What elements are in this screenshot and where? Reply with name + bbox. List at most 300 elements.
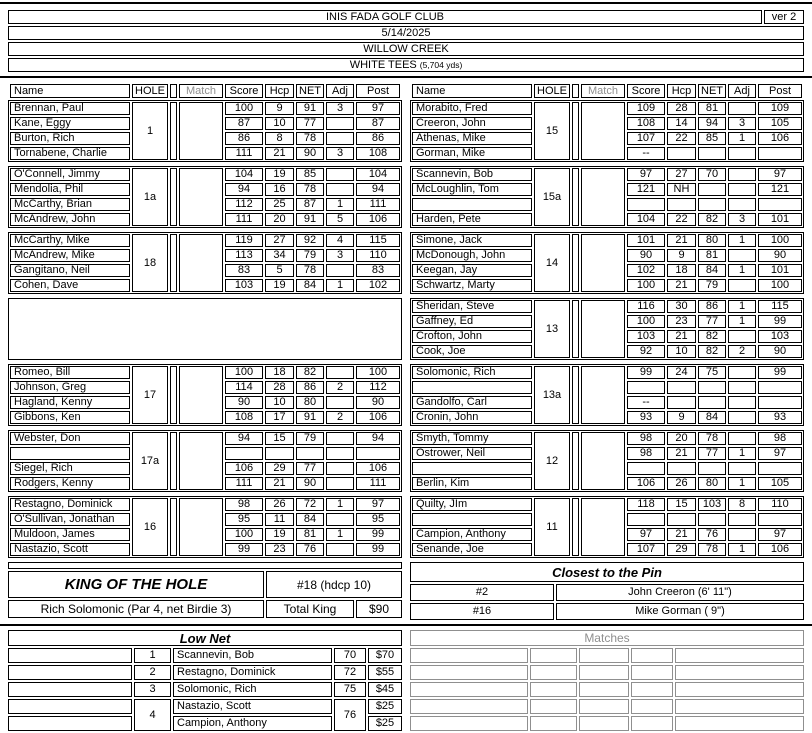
score-cell: 100 bbox=[627, 315, 665, 328]
post-cell: 87 bbox=[356, 117, 400, 130]
player-name-cell: Romeo, Bill bbox=[10, 366, 130, 379]
post-cell: 100 bbox=[758, 234, 802, 247]
adj-cell: 8 bbox=[728, 498, 756, 511]
score-cell: 86 bbox=[225, 132, 263, 145]
hcp-cell: 9 bbox=[667, 249, 696, 262]
score-cell: 94 bbox=[225, 183, 263, 196]
post-cell: 90 bbox=[758, 345, 802, 358]
adj-cell bbox=[728, 183, 756, 196]
adj-cell: 3 bbox=[728, 213, 756, 226]
lownet-rank-cell: 1 bbox=[134, 648, 171, 663]
player-name-cell bbox=[412, 381, 532, 394]
adj-cell: 1 bbox=[728, 132, 756, 145]
score-cell: 119 bbox=[225, 234, 263, 247]
player-name-cell: McDonough, John bbox=[412, 249, 532, 262]
player-name-cell: Webster, Don bbox=[10, 432, 130, 445]
king-hole-info: #18 (hdcp 10) bbox=[266, 571, 402, 598]
lownet-blank-cell bbox=[8, 648, 132, 663]
post-cell: 97 bbox=[356, 498, 400, 511]
adj-cell bbox=[326, 513, 354, 526]
hcp-cell: 21 bbox=[667, 330, 696, 343]
lownet-rank-cell: 4 bbox=[134, 699, 171, 731]
hole-group-17a bbox=[8, 430, 402, 492]
hole-number-cell: 11 bbox=[534, 498, 570, 556]
player-name-cell: Johnson, Greg bbox=[10, 381, 130, 394]
hole-groups-right bbox=[410, 100, 804, 562]
match-grid-cell bbox=[530, 682, 577, 697]
match-grid-cell bbox=[530, 665, 577, 680]
low-net-title: Low Net bbox=[8, 630, 402, 646]
header-row-date bbox=[8, 26, 804, 40]
hole-group-17 bbox=[8, 364, 402, 426]
hcp-cell: 20 bbox=[265, 213, 294, 226]
post-cell: 105 bbox=[758, 117, 802, 130]
results-row bbox=[8, 630, 804, 731]
hole-group-18 bbox=[8, 232, 402, 294]
adj-cell bbox=[326, 432, 354, 445]
score-cell: 98 bbox=[627, 432, 665, 445]
lownet-player-cell: Campion, Anthony bbox=[173, 716, 332, 731]
score-cell: 100 bbox=[225, 102, 263, 115]
match-grid-cell bbox=[631, 699, 673, 714]
scoresheet-page bbox=[0, 2, 812, 731]
hcp-cell bbox=[667, 147, 696, 160]
lownet-net-cell: 70 bbox=[334, 648, 366, 663]
hole-groups-left bbox=[8, 100, 402, 562]
player-name-cell: Schwartz, Marty bbox=[412, 279, 532, 292]
adj-cell bbox=[728, 102, 756, 115]
post-cell: 104 bbox=[356, 168, 400, 181]
top-border-line bbox=[0, 2, 812, 4]
player-name-cell: Rodgers, Kenny bbox=[10, 477, 130, 490]
player-name-cell: Muldoon, James bbox=[10, 528, 130, 541]
tees-info bbox=[8, 58, 804, 72]
post-cell bbox=[758, 198, 802, 211]
col-header-match: Match bbox=[581, 84, 625, 98]
net-cell: 77 bbox=[296, 117, 324, 130]
player-name-cell: Cohen, Dave bbox=[10, 279, 130, 292]
score-cell: 111 bbox=[225, 477, 263, 490]
match-grid-cell bbox=[579, 682, 629, 697]
player-name-cell: Solomonic, Rich bbox=[412, 366, 532, 379]
col-header-spacer bbox=[572, 84, 579, 98]
net-cell bbox=[698, 381, 726, 394]
adj-cell bbox=[728, 432, 756, 445]
hcp-cell: 29 bbox=[265, 462, 294, 475]
adj-cell: 2 bbox=[326, 411, 354, 424]
hcp-cell: 21 bbox=[265, 147, 294, 160]
net-cell: 84 bbox=[296, 279, 324, 292]
hcp-cell: 19 bbox=[265, 279, 294, 292]
score-cell: 106 bbox=[225, 462, 263, 475]
hcp-cell: 25 bbox=[265, 198, 294, 211]
col-header-name: Name bbox=[412, 84, 532, 98]
score-cell: 100 bbox=[627, 279, 665, 292]
col-header-score: Score bbox=[627, 84, 665, 98]
match-cell bbox=[179, 366, 223, 424]
player-name-cell: McCarthy, Brian bbox=[10, 198, 130, 211]
col-header-spacer bbox=[170, 84, 177, 98]
col-header-post: Post bbox=[356, 84, 400, 98]
score-cell: 98 bbox=[225, 498, 263, 511]
hcp-cell: 10 bbox=[265, 117, 294, 130]
col-header-hcp: Hcp bbox=[667, 84, 696, 98]
net-cell bbox=[698, 462, 726, 475]
lownet-blank-cell bbox=[8, 682, 132, 697]
adj-cell bbox=[728, 411, 756, 424]
hcp-cell: 15 bbox=[667, 498, 696, 511]
adj-cell bbox=[326, 264, 354, 277]
net-cell: 79 bbox=[698, 279, 726, 292]
net-cell: 85 bbox=[698, 132, 726, 145]
net-cell: 77 bbox=[698, 447, 726, 460]
adj-cell bbox=[728, 528, 756, 541]
post-cell: 100 bbox=[356, 366, 400, 379]
yardage-label: (5,704 yds) bbox=[419, 59, 463, 70]
col-header-hole: HOLE bbox=[132, 84, 168, 98]
king-spacer-row bbox=[8, 562, 402, 569]
match-grid-cell bbox=[410, 648, 528, 663]
king-title: KING OF THE HOLE bbox=[8, 571, 264, 598]
adj-cell bbox=[326, 168, 354, 181]
adj-cell: 1 bbox=[728, 264, 756, 277]
post-cell: 100 bbox=[758, 279, 802, 292]
column-spacer-cell bbox=[170, 366, 177, 424]
player-name-cell: Berlin, Kim bbox=[412, 477, 532, 490]
post-cell: 106 bbox=[356, 213, 400, 226]
net-cell: 85 bbox=[296, 168, 324, 181]
adj-cell bbox=[326, 366, 354, 379]
player-name-cell: Morabito, Fred bbox=[412, 102, 532, 115]
low-net-block bbox=[8, 630, 402, 731]
column-spacer-cell bbox=[170, 498, 177, 556]
match-grid-cell bbox=[675, 699, 804, 714]
score-cell: 121 bbox=[627, 183, 665, 196]
post-cell bbox=[758, 513, 802, 526]
adj-cell: 1 bbox=[728, 300, 756, 313]
score-cell: 116 bbox=[627, 300, 665, 313]
score-table-right bbox=[410, 82, 804, 562]
match-grid-cell bbox=[410, 716, 528, 731]
hcp-cell: 11 bbox=[265, 513, 294, 526]
hcp-cell bbox=[265, 447, 294, 460]
lownet-player-cell: Restagno, Dominick bbox=[173, 665, 332, 680]
hcp-cell: 21 bbox=[667, 279, 696, 292]
post-cell: 111 bbox=[356, 477, 400, 490]
score-cell: 97 bbox=[627, 168, 665, 181]
score-table-left bbox=[8, 82, 402, 562]
post-cell: 101 bbox=[758, 213, 802, 226]
adj-cell bbox=[326, 462, 354, 475]
net-cell bbox=[698, 513, 726, 526]
hcp-cell: 26 bbox=[265, 498, 294, 511]
net-cell: 70 bbox=[698, 168, 726, 181]
net-cell: 79 bbox=[296, 432, 324, 445]
net-cell bbox=[698, 147, 726, 160]
hcp-cell: 21 bbox=[667, 528, 696, 541]
lownet-player-cell: Solomonic, Rich bbox=[173, 682, 332, 697]
hcp-cell: 10 bbox=[265, 396, 294, 409]
heavy-divider-top bbox=[0, 76, 812, 78]
adj-cell bbox=[728, 168, 756, 181]
post-cell: 102 bbox=[356, 279, 400, 292]
hole-number-cell: 1a bbox=[132, 168, 168, 226]
hcp-cell: 30 bbox=[667, 300, 696, 313]
net-cell: 91 bbox=[296, 102, 324, 115]
player-name-cell: Gaffney, Ed bbox=[412, 315, 532, 328]
adj-cell bbox=[728, 147, 756, 160]
post-cell: 108 bbox=[356, 147, 400, 160]
column-spacer-cell bbox=[572, 300, 579, 358]
hcp-cell: NH bbox=[667, 183, 696, 196]
score-cell: 118 bbox=[627, 498, 665, 511]
score-cell: 111 bbox=[225, 213, 263, 226]
post-cell: 115 bbox=[356, 234, 400, 247]
post-cell: 110 bbox=[356, 249, 400, 262]
player-name-cell: Gorman, Mike bbox=[412, 147, 532, 160]
col-header-hcp: Hcp bbox=[265, 84, 294, 98]
header-row-club bbox=[8, 10, 804, 24]
match-grid-cell bbox=[530, 699, 577, 714]
lownet-rank-cell: 2 bbox=[134, 665, 171, 680]
player-name-cell: Harden, Pete bbox=[412, 213, 532, 226]
post-cell: 105 bbox=[758, 477, 802, 490]
hcp-cell: 21 bbox=[667, 234, 696, 247]
score-cell bbox=[225, 447, 263, 460]
adj-cell: 1 bbox=[728, 543, 756, 556]
score-cell: 87 bbox=[225, 117, 263, 130]
adj-cell: 2 bbox=[728, 345, 756, 358]
hcp-cell: 24 bbox=[667, 366, 696, 379]
post-cell: 83 bbox=[356, 264, 400, 277]
post-cell: 109 bbox=[758, 102, 802, 115]
hole-number-cell: 1 bbox=[132, 102, 168, 160]
player-name-cell: Gandolfo, Carl bbox=[412, 396, 532, 409]
column-spacer-cell bbox=[572, 498, 579, 556]
col-header-name: Name bbox=[10, 84, 130, 98]
adj-cell: 1 bbox=[326, 498, 354, 511]
hole-group-14 bbox=[410, 232, 804, 294]
net-cell: 84 bbox=[698, 264, 726, 277]
net-cell: 86 bbox=[296, 381, 324, 394]
adj-cell: 3 bbox=[326, 147, 354, 160]
post-cell: 111 bbox=[356, 198, 400, 211]
lownet-rank-cell: 3 bbox=[134, 682, 171, 697]
post-cell bbox=[758, 462, 802, 475]
score-cell: 107 bbox=[627, 543, 665, 556]
column-spacer-cell bbox=[170, 168, 177, 226]
hcp-cell: 22 bbox=[667, 213, 696, 226]
lownet-prize-cell: $45 bbox=[368, 682, 402, 697]
net-cell: 86 bbox=[698, 300, 726, 313]
lownet-blank-cell bbox=[8, 699, 132, 714]
score-cell: 99 bbox=[627, 366, 665, 379]
score-cell: 103 bbox=[225, 279, 263, 292]
post-cell: 121 bbox=[758, 183, 802, 196]
net-cell: 78 bbox=[296, 132, 324, 145]
post-cell: 106 bbox=[356, 462, 400, 475]
score-cell: 93 bbox=[627, 411, 665, 424]
player-name-cell: Mendolia, Phil bbox=[10, 183, 130, 196]
score-cell: 100 bbox=[225, 366, 263, 379]
score-cell: 95 bbox=[225, 513, 263, 526]
hole-group-13a bbox=[410, 364, 804, 426]
net-cell: 80 bbox=[296, 396, 324, 409]
adj-cell: 3 bbox=[728, 117, 756, 130]
post-cell: 98 bbox=[758, 432, 802, 445]
hcp-cell: 28 bbox=[667, 102, 696, 115]
adj-cell: 2 bbox=[326, 381, 354, 394]
match-grid-cell bbox=[579, 699, 629, 714]
lownet-prize-cell: $25 bbox=[368, 699, 402, 714]
match-cell bbox=[581, 498, 625, 556]
lownet-blank-cell bbox=[8, 716, 132, 731]
match-grid-cell bbox=[631, 682, 673, 697]
closest-pin-hole: #16 bbox=[410, 603, 554, 620]
post-cell: 101 bbox=[758, 264, 802, 277]
hcp-cell: 26 bbox=[667, 477, 696, 490]
column-spacer-cell bbox=[572, 432, 579, 490]
post-cell: 97 bbox=[356, 102, 400, 115]
match-grid-cell bbox=[410, 682, 528, 697]
hcp-cell: 14 bbox=[667, 117, 696, 130]
net-cell: 81 bbox=[698, 102, 726, 115]
score-cell: 100 bbox=[225, 528, 263, 541]
hole-number-cell: 12 bbox=[534, 432, 570, 490]
adj-cell: 1 bbox=[728, 234, 756, 247]
hole-number-cell: 15a bbox=[534, 168, 570, 226]
sheet-header bbox=[8, 10, 804, 72]
player-name-cell: Cronin, John bbox=[412, 411, 532, 424]
hole-group-1a bbox=[8, 166, 402, 228]
adj-cell bbox=[326, 447, 354, 460]
net-cell: 76 bbox=[296, 543, 324, 556]
match-grid-cell bbox=[530, 716, 577, 731]
post-cell: 86 bbox=[356, 132, 400, 145]
net-cell: 78 bbox=[296, 183, 324, 196]
col-header-adj: Adj bbox=[326, 84, 354, 98]
col-header-post: Post bbox=[758, 84, 802, 98]
post-cell bbox=[758, 396, 802, 409]
net-cell: 75 bbox=[698, 366, 726, 379]
player-name-cell: Nastazio, Scott bbox=[10, 543, 130, 556]
column-spacer-cell bbox=[170, 432, 177, 490]
matches-block bbox=[410, 630, 804, 731]
column-spacer-cell bbox=[170, 102, 177, 160]
hcp-cell: 27 bbox=[667, 168, 696, 181]
hole-number-cell: 14 bbox=[534, 234, 570, 292]
adj-cell bbox=[326, 396, 354, 409]
hcp-cell: 9 bbox=[667, 411, 696, 424]
player-name-cell: Simone, Jack bbox=[412, 234, 532, 247]
hole-number-cell: 15 bbox=[534, 102, 570, 160]
net-cell: 82 bbox=[296, 366, 324, 379]
date-label: 5/14/2025 bbox=[8, 26, 804, 40]
adj-cell bbox=[326, 117, 354, 130]
net-cell: 82 bbox=[698, 345, 726, 358]
post-cell: 95 bbox=[356, 513, 400, 526]
player-name-cell: McAndrew, John bbox=[10, 213, 130, 226]
col-header-hole: HOLE bbox=[534, 84, 570, 98]
adj-cell bbox=[728, 249, 756, 262]
player-name-cell: Keegan, Jay bbox=[412, 264, 532, 277]
net-cell: 90 bbox=[296, 147, 324, 160]
match-grid-cell bbox=[579, 648, 629, 663]
player-name-cell: Gangitano, Neil bbox=[10, 264, 130, 277]
score-cell: 94 bbox=[225, 432, 263, 445]
player-name-cell: O'Sullivan, Jonathan bbox=[10, 513, 130, 526]
adj-cell bbox=[326, 543, 354, 556]
hcp-cell: 18 bbox=[667, 264, 696, 277]
adj-cell bbox=[326, 477, 354, 490]
net-cell: 82 bbox=[698, 213, 726, 226]
net-cell: 94 bbox=[698, 117, 726, 130]
adj-cell bbox=[728, 396, 756, 409]
hcp-cell: 5 bbox=[265, 264, 294, 277]
post-cell: 106 bbox=[356, 411, 400, 424]
hcp-cell: 23 bbox=[265, 543, 294, 556]
king-total-label: Total King bbox=[266, 600, 354, 618]
score-cell: 112 bbox=[225, 198, 263, 211]
score-cell: 101 bbox=[627, 234, 665, 247]
match-cell bbox=[581, 366, 625, 424]
net-cell: 84 bbox=[296, 513, 324, 526]
post-cell: 94 bbox=[356, 432, 400, 445]
adj-cell: 1 bbox=[728, 477, 756, 490]
hcp-cell: 10 bbox=[667, 345, 696, 358]
matches-title: Matches bbox=[410, 630, 804, 646]
player-name-cell: Campion, Anthony bbox=[412, 528, 532, 541]
column-spacer-cell bbox=[572, 234, 579, 292]
hole-number-cell: 18 bbox=[132, 234, 168, 292]
hole-group-13 bbox=[410, 298, 804, 360]
score-cell: 114 bbox=[225, 381, 263, 394]
post-cell: 94 bbox=[356, 183, 400, 196]
net-cell: 80 bbox=[698, 477, 726, 490]
closest-pin-winner: John Creeron (6' 11") bbox=[556, 584, 804, 601]
col-header-net: NET bbox=[296, 84, 324, 98]
score-cell: 90 bbox=[225, 396, 263, 409]
match-grid-cell bbox=[675, 648, 804, 663]
column-spacer-cell bbox=[572, 366, 579, 424]
post-cell: 99 bbox=[758, 366, 802, 379]
closest-pin-winner: Mike Gorman ( 9") bbox=[556, 603, 804, 620]
net-cell: 91 bbox=[296, 411, 324, 424]
match-cell bbox=[179, 168, 223, 226]
score-cell bbox=[627, 198, 665, 211]
hcp-cell: 20 bbox=[667, 432, 696, 445]
closest-to-pin-block bbox=[410, 562, 804, 620]
score-cell: 99 bbox=[225, 543, 263, 556]
match-cell bbox=[581, 300, 625, 358]
post-cell: 97 bbox=[758, 168, 802, 181]
player-name-cell: Cook, Joe bbox=[412, 345, 532, 358]
player-name-cell: Quilty, JIm bbox=[412, 498, 532, 511]
lownet-prize-cell: $25 bbox=[368, 716, 402, 731]
player-name-cell: McAndrew, Mike bbox=[10, 249, 130, 262]
hcp-cell bbox=[667, 381, 696, 394]
post-cell: 110 bbox=[758, 498, 802, 511]
column-spacer-cell bbox=[572, 168, 579, 226]
hole-number-cell: 13a bbox=[534, 366, 570, 424]
lownet-net-cell: 76 bbox=[334, 699, 366, 731]
net-cell: 92 bbox=[296, 234, 324, 247]
score-cell: 98 bbox=[627, 447, 665, 460]
net-cell: 91 bbox=[296, 213, 324, 226]
match-grid-cell bbox=[631, 716, 673, 731]
scores-section bbox=[8, 82, 804, 562]
score-cell: 102 bbox=[627, 264, 665, 277]
